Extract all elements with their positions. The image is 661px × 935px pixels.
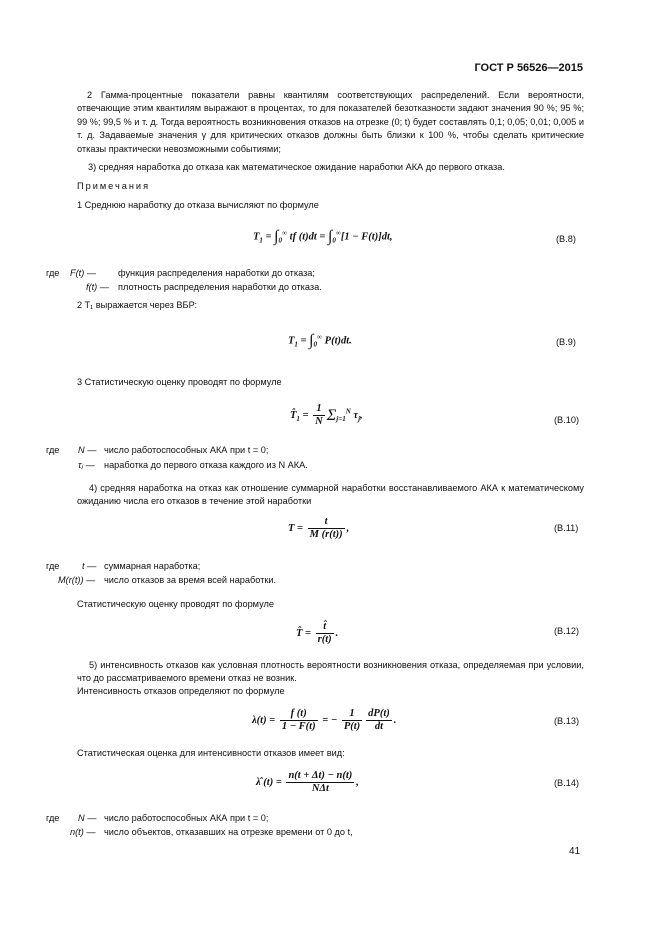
note-3: 3 Статистическую оценку проводят по формуле: [77, 377, 282, 387]
where-symbol: N —: [78, 445, 97, 455]
formula-b8: $T_1 = \int_0^\infty$ tf $(t)dt = \int_0^\infty[1 - F(t)]dt$,: [253, 228, 393, 245]
where-text: плотность распределения наработки до отказа.: [118, 282, 322, 292]
paragraph-failure-rate: 5) интенсивность отказов как условная плотность вероятности возникновения отказа, определяемая при условии, что до рассматриваемого времени отказ не возник.: [77, 660, 584, 684]
formula-b9: $T_1 = \int_0^\infty$ P(t)dt.: [288, 332, 352, 349]
formula-b14: λ̂ (t) = $\frac{n(t + \Delta t) - n(t)}{\text{NΔt}}$ ,: [256, 770, 359, 794]
note-1: 1 Среднюю наработку до отказа вычисляют по формуле: [77, 200, 319, 210]
paragraph-failure-rate-estimate: Статистическая оценка для интенсивности отказов имеет вид:: [77, 748, 345, 758]
equation-number-b13: (В.13): [554, 716, 580, 726]
where-label: где: [46, 268, 60, 278]
formula-b11: T = $\frac{t}{M (r(t))}$ ,: [288, 516, 350, 540]
equation-number-b11: (В.11): [554, 523, 579, 533]
where-symbol: t —: [82, 561, 97, 571]
paragraph-mtbf: 4) средняя наработка на отказ как отношение суммарной наработки восстанавливаемого АКА к математическому ожиданию числа его отказов в течение этой наработки: [77, 483, 584, 507]
equation-number-b9: (В.9): [556, 337, 576, 347]
where-label: где: [46, 445, 60, 455]
where-label: где: [46, 813, 60, 823]
notes-heading: Примечания: [77, 181, 151, 191]
page-number: 41: [569, 846, 581, 857]
equation-number-b8: (В.8): [556, 234, 576, 244]
where-text: суммарная наработка;: [104, 561, 201, 571]
where-text: функция распределения наработки до отказа;: [118, 268, 315, 278]
where-symbol: M(r(t)) —: [58, 575, 96, 585]
paragraph-gamma-percent: 2 Гамма-процентные показатели равны квантилям соответствующих распределений. Если вероятности, отвечающие этим квантилям выражают в процентах, то для показателей безотказности задают значения 90 %; 95 %; 99 %; 99,5 % и т. д. Тогда вероятность возникновения отказов на отрезке (0; t) будет составлять 0,1; 0,05; 0,01; 0,005 и т. д. Задаваемые значения γ для критических отказов должны быть близки к 100 %, чтобы сделать критические отказы практически невозможными событиями;: [77, 90, 584, 154]
where-symbol: N —: [78, 813, 97, 823]
equation-number-b10: (В.10): [554, 415, 580, 425]
paragraph-stat-estimate: Статистическую оценку проводят по формуле: [77, 599, 274, 609]
where-label: где: [46, 561, 60, 571]
equation-number-b12: (В.12): [554, 626, 580, 636]
where-text: число отказов за время всей наработки.: [104, 575, 277, 585]
equation-number-b14: (В.14): [554, 778, 580, 788]
where-text: число объектов, отказавших на отрезке времени от 0 до t,: [104, 827, 353, 837]
formula-b12: T̂ = $\frac{t̂}{r(t)}$ .: [296, 621, 339, 645]
where-text: число работоспособных АКА при t = 0;: [104, 445, 269, 455]
where-text: наработка до первого отказа каждого из N АКА.: [104, 460, 308, 470]
where-symbol: f(t) —: [86, 282, 109, 292]
where-text: число работоспособных АКА при t = 0;: [104, 813, 269, 823]
paragraph-mean-time: 3) средняя наработка до отказа как математическое ожидание наработки АКА до первого отказа.: [88, 162, 505, 172]
document-header: ГОСТ Р 56526—2015: [474, 62, 583, 74]
where-symbol: τⱼ —: [78, 460, 95, 470]
paragraph-failure-rate-formula: Интенсивность отказов определяют по формуле: [77, 686, 285, 696]
note-2: 2 T₁ выражается через ВБР:: [77, 300, 198, 310]
where-symbol: n(t) —: [70, 827, 96, 837]
formula-b10: $T̂_1$ = $\frac{1}{N}$ $\Sigma_{j=1}^N$ $\tau_j$,: [290, 403, 363, 427]
formula-b13: λ(t) = $\frac{f (t)}{1 - F(t)}$ = − $\frac{1}{P(t)}$ $\frac{dP(t)}{dt}$ .: [252, 708, 397, 732]
where-symbol: F(t) —: [70, 268, 97, 278]
